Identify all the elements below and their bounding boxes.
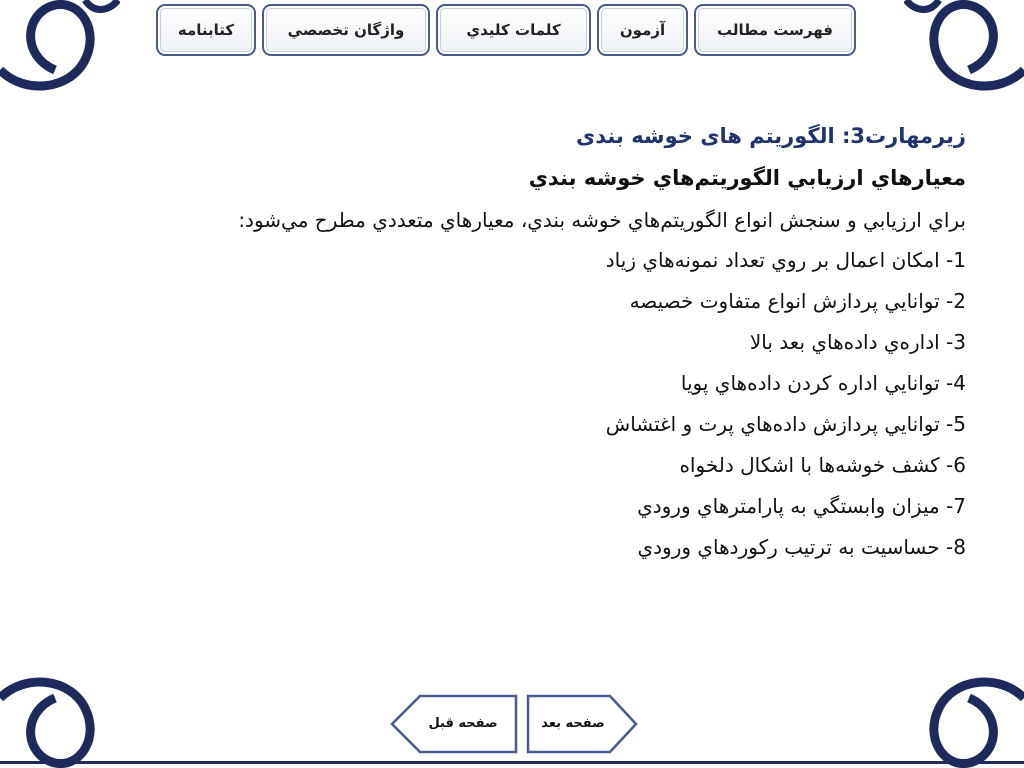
list-item: 6- كشف خوشه‌ها با اشكال دلخواه: [679, 453, 966, 477]
top-navigation: [156, 4, 856, 60]
list-item: 1- امكان اعمال بر روي تعداد نمونه‌هاي زياد: [605, 248, 966, 272]
corner-ornament-top-left: [0, 0, 120, 100]
next-page-button[interactable]: [526, 694, 638, 754]
nav-bibliography-button[interactable]: كتابنامه: [156, 4, 256, 56]
next-page-label: صفحه بعد: [541, 716, 605, 731]
corner-ornament-top-right: [904, 0, 1024, 100]
nav-keywords-button[interactable]: كلمات كليدي: [436, 4, 591, 56]
list-item: 2- توانايي پردازش انواع متفاوت خصيصه: [629, 289, 966, 313]
list-item: 3- اداره‌ي داده‌هاي بعد بالا: [749, 330, 966, 354]
nav-quiz-button[interactable]: آزمون: [597, 4, 688, 56]
intro-text: براي ارزيابي و سنجش انواع الگوريتم‌هاي خوشه بندي، معيارهاي متعددي مطرح مي‌شود:: [238, 208, 966, 232]
lesson-content: [100, 116, 966, 568]
list-item: 7- ميزان وابستگي به پارامترهاي ورودي: [637, 494, 966, 518]
section-heading: معيارهاي ارزيابي الگوريتم‌هاي خوشه بندي: [528, 166, 966, 190]
previous-page-label: صفحه قبل: [428, 716, 498, 731]
list-item: 4- توانايي اداره كردن داده‌هاي پويا: [680, 371, 966, 395]
nav-table-of-contents-button[interactable]: فهرست مطالب: [694, 4, 856, 56]
subskill-title: زیرمهارت3: الگوریتم های خوشه بندی: [576, 124, 966, 148]
bottom-rule: [0, 761, 1024, 764]
corner-ornament-bottom-left: [0, 668, 120, 768]
nav-glossary-button[interactable]: واژگان تخصصي: [262, 4, 430, 56]
corner-ornament-bottom-right: [904, 668, 1024, 768]
list-item: 5- توانايي پردازش داده‌هاي پرت و اغتشاش: [605, 412, 966, 436]
list-item: 8- حساسيت به ترتيب ركوردهاي ورودي: [637, 535, 966, 559]
criteria-list: [100, 240, 966, 568]
previous-page-button[interactable]: [390, 694, 518, 754]
